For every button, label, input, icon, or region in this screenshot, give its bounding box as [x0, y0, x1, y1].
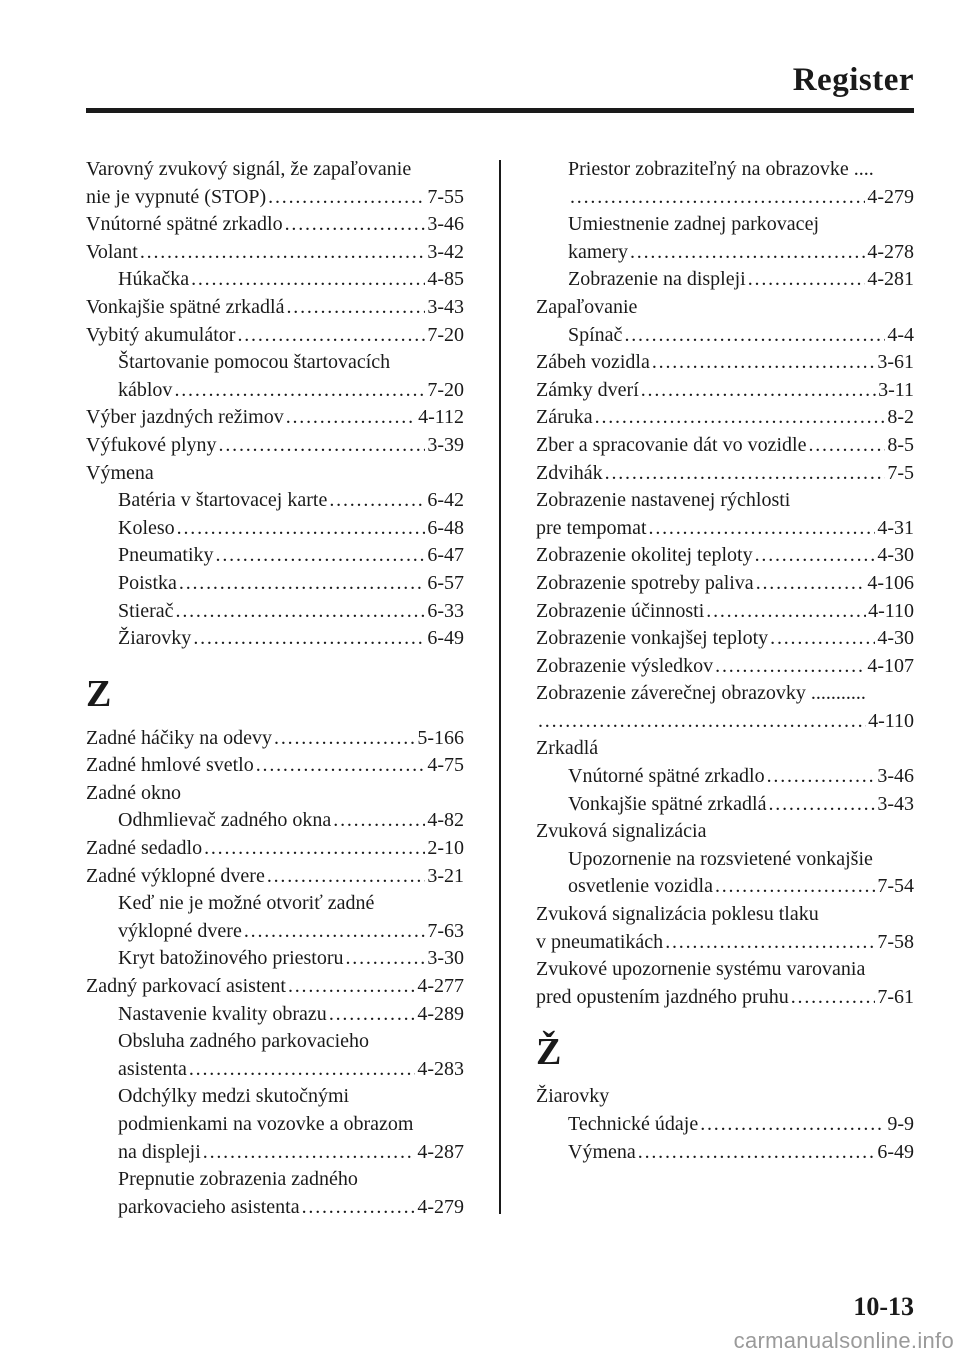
index-entry [536, 818, 914, 846]
dot-leader [216, 542, 426, 570]
dot-leader [715, 873, 875, 901]
dot-leader [244, 918, 425, 946]
dot-leader [179, 570, 425, 598]
index-entry [86, 780, 464, 808]
entry-label: Zobrazenie na displeji [568, 268, 746, 291]
entry-page-ref: 6-49 [427, 627, 464, 650]
dot-leader [605, 460, 886, 488]
header-rule [86, 108, 914, 113]
entry-page-ref: 7-61 [877, 985, 914, 1008]
index-entry [536, 763, 914, 791]
entry-label: pred opustením jazdného pruhu [536, 985, 789, 1008]
index-column-right [536, 156, 914, 1166]
entry-page-ref: 4-82 [427, 809, 464, 832]
dot-leader [329, 1001, 416, 1029]
entry-label: asistenta [118, 1057, 187, 1080]
index-entry [86, 725, 464, 753]
index-entry [536, 156, 914, 184]
dot-leader [189, 1056, 415, 1084]
index-entry [536, 570, 914, 598]
index-entry [86, 515, 464, 543]
dot-leader [286, 404, 416, 432]
index-entry [536, 846, 914, 874]
dot-leader [274, 725, 415, 753]
index-entry [86, 460, 464, 488]
entry-label: Zadné okno [86, 781, 181, 804]
dot-leader [193, 625, 425, 653]
index-entry [86, 918, 464, 946]
index-entry [86, 807, 464, 835]
entry-page-ref: 4-277 [417, 975, 464, 998]
entry-page-ref: 3-39 [427, 433, 464, 456]
index-entry [536, 984, 914, 1012]
entry-label: Zadné výklopné dvere [86, 864, 265, 887]
index-entry [536, 956, 914, 984]
entry-label: Varovný zvukový signál, že zapaľovanie [86, 158, 412, 180]
dot-leader [767, 763, 876, 791]
entry-label: kamery [568, 240, 628, 263]
entry-label: Húkačka [118, 268, 190, 291]
entry-label: výklopné dvere [118, 919, 242, 942]
index-column-left [86, 156, 464, 1221]
entry-label: Zadný parkovací asistent [86, 975, 286, 998]
index-entry [86, 945, 464, 973]
entry-label: Koleso [118, 516, 175, 539]
index-entry [536, 542, 914, 570]
entry-page-ref: 5-166 [417, 726, 464, 749]
entry-label: Poistka [118, 571, 177, 594]
index-entry [536, 294, 914, 322]
index-entry [86, 1001, 464, 1029]
entry-page-ref: 4-287 [417, 1140, 464, 1163]
entry-label: Keď nie je možné otvoriť zadné [118, 892, 375, 915]
entry-page-ref: 9-9 [887, 1113, 914, 1135]
entry-page-ref: 3-46 [877, 765, 914, 788]
entry-page-ref: 4-31 [877, 516, 914, 539]
entry-label: v pneumatikách [536, 930, 664, 953]
entry-label: Vnútorné spätné zrkadlo [86, 213, 283, 236]
entry-label: Zber a spracovanie dát vo vozidle [536, 433, 807, 456]
entry-label: Zobrazenie nastavenej rýchlosti [536, 489, 791, 512]
index-entry [536, 460, 914, 488]
entry-label: Zvuková signalizácia poklesu tlaku [536, 903, 819, 926]
page-number: 10-13 [853, 1292, 914, 1321]
entry-label: Zdvihák [536, 461, 603, 484]
index-entry [86, 156, 464, 184]
entry-label: káblov [118, 378, 173, 401]
entry-page-ref: 4-110 [868, 709, 914, 732]
entry-page-ref: 4-30 [877, 627, 914, 650]
section-letter: Ž [536, 1031, 562, 1074]
dot-leader [286, 294, 425, 322]
entry-label: Stierač [118, 599, 174, 622]
entry-label: Pneumatiky [118, 544, 214, 567]
entry-label: Zrkadlá [536, 737, 599, 760]
dot-leader [174, 377, 425, 405]
index-entry [86, 184, 464, 212]
entry-label: Vonkajšie spätné zrkadlá [86, 295, 285, 318]
index-entry [536, 239, 914, 267]
index-entry [86, 377, 464, 405]
index-entry [86, 239, 464, 267]
dot-leader [268, 184, 425, 212]
dot-leader [302, 1194, 416, 1222]
entry-label: Priestor zobraziteľný na obrazovke .... [568, 158, 874, 180]
entry-label: Žiarovky [536, 1085, 610, 1108]
dot-leader [346, 945, 426, 973]
entry-label: Výfukové plyny [86, 433, 217, 456]
index-entry [86, 211, 464, 239]
dot-leader [755, 542, 876, 570]
entry-page-ref: 8-2 [887, 406, 914, 429]
index-entry [86, 835, 464, 863]
entry-label: Výmena [86, 461, 154, 484]
entry-page-ref: 4-278 [867, 240, 914, 263]
index-entry [86, 890, 464, 918]
dot-leader [700, 1111, 885, 1139]
index-entry [86, 1028, 464, 1056]
dot-leader [288, 973, 415, 1001]
column-divider [499, 160, 501, 1214]
dot-leader [256, 752, 426, 780]
dot-leader [665, 929, 875, 957]
index-entry [536, 735, 914, 763]
entry-label: Výber jazdných režimov [86, 406, 284, 429]
dot-leader [791, 984, 876, 1012]
entry-label: Odchýlky medzi skutočnými [118, 1085, 350, 1108]
dot-leader [140, 239, 425, 267]
dot-leader [638, 1139, 876, 1167]
entry-label: Zadné hmlové svetlo [86, 754, 254, 777]
section-letter: Z [86, 672, 112, 715]
index-entry [86, 542, 464, 570]
entry-page-ref: 4-110 [868, 599, 914, 622]
entry-page-ref: 6-47 [427, 544, 464, 567]
dot-leader [329, 487, 425, 515]
entry-page-ref: 4-279 [867, 185, 914, 208]
entry-label: Prepnutie zobrazenia zadného [118, 1168, 358, 1191]
entry-label: Zobrazenie výsledkov [536, 654, 714, 677]
entry-page-ref: 3-43 [877, 792, 914, 815]
watermark: carmanualsonline.info [733, 1328, 954, 1353]
index-entry [86, 752, 464, 780]
entry-label: parkovacieho asistenta [118, 1195, 300, 1218]
index-entry [536, 377, 914, 405]
dot-leader [285, 211, 426, 239]
entry-page-ref: 4-4 [887, 323, 914, 346]
entry-label: Zapaľovanie [536, 295, 638, 318]
index-entry [86, 1194, 464, 1222]
index-entry [536, 653, 914, 681]
entry-label: Zvuková signalizácia [536, 820, 707, 843]
entry-page-ref: 7-63 [427, 919, 464, 942]
index-entry [86, 1111, 464, 1139]
dot-leader [333, 807, 425, 835]
dot-leader [595, 404, 886, 432]
entry-label: Žiarovky [118, 627, 192, 650]
entry-page-ref: 6-57 [427, 571, 464, 594]
index-entry [86, 1056, 464, 1084]
index-entry [536, 1139, 914, 1167]
index-entry [536, 404, 914, 432]
index-entry [536, 1083, 914, 1111]
index-entry [536, 515, 914, 543]
index-entry [536, 598, 914, 626]
entry-page-ref: 7-55 [427, 185, 464, 208]
dot-leader [649, 515, 876, 543]
entry-label: Umiestnenie zadnej parkovacej [568, 213, 819, 236]
entry-page-ref: 3-42 [427, 240, 464, 263]
dot-leader [624, 322, 885, 350]
entry-label: Zobrazenie spotreby paliva [536, 571, 754, 594]
index-entry [86, 266, 464, 294]
index-entry [536, 432, 914, 460]
index-entry [536, 322, 914, 350]
index-entry [86, 598, 464, 626]
dot-leader [768, 791, 875, 819]
index-entry [536, 680, 914, 708]
index-entry [536, 791, 914, 819]
index-entry [536, 1111, 914, 1139]
entry-page-ref: 7-5 [887, 461, 914, 484]
entry-label: Upozornenie na rozsvietené vonkajšie [568, 847, 873, 870]
entry-page-ref: 4-85 [427, 268, 464, 291]
dot-leader [219, 432, 426, 460]
dot-leader [715, 653, 865, 681]
entry-page-ref: 4-279 [417, 1195, 464, 1218]
index-entry [86, 973, 464, 1001]
entry-label: Zobrazenie záverečnej obrazovky ........... [536, 682, 866, 705]
index-entry [536, 487, 914, 515]
entry-page-ref: 4-106 [867, 571, 914, 594]
entry-label: Odhmlievač zadného okna [118, 809, 332, 832]
dot-leader [237, 322, 425, 350]
entry-label: Vybitý akumulátor [86, 323, 236, 346]
dot-leader [706, 598, 866, 626]
entry-page-ref: 3-21 [427, 864, 464, 887]
index-entry [86, 625, 464, 653]
entry-label: Zvukové upozornenie systému varovania [536, 958, 866, 981]
index-entry [536, 901, 914, 929]
entry-label: Kryt batožinového priestoru [118, 947, 344, 970]
entry-label: Nastavenie kvality obrazu [118, 1002, 327, 1025]
entry-page-ref: 3-43 [427, 295, 464, 318]
entry-label: Výmena [568, 1140, 636, 1163]
dot-leader [808, 432, 885, 460]
index-entry [86, 1083, 464, 1111]
entry-label: Zámky dverí [536, 378, 639, 401]
entry-page-ref: 3-30 [427, 947, 464, 970]
index-entry [536, 708, 914, 736]
entry-page-ref: 4-283 [417, 1057, 464, 1080]
index-entry [536, 349, 914, 377]
entry-page-ref: 4-75 [427, 754, 464, 777]
index-entry [536, 184, 914, 212]
index-entry [536, 625, 914, 653]
index-entry [536, 211, 914, 239]
index-entry [86, 1139, 464, 1167]
index-entry [86, 294, 464, 322]
dot-leader [756, 570, 866, 598]
entry-label: Zobrazenie vonkajšej teploty [536, 627, 769, 650]
entry-label: osvetlenie vozidla [568, 875, 713, 898]
entry-page-ref: 4-107 [867, 654, 914, 677]
entry-label: Spínač [568, 323, 623, 346]
entry-page-ref: 6-42 [427, 489, 464, 512]
entry-label: Zadné háčiky na odevy [86, 726, 273, 749]
entry-page-ref: 6-33 [427, 599, 464, 622]
entry-label: Volant [86, 240, 138, 263]
dot-leader [176, 598, 426, 626]
entry-page-ref: 4-112 [418, 406, 464, 429]
dot-leader [652, 349, 875, 377]
entry-page-ref: 4-289 [417, 1002, 464, 1025]
entry-page-ref: 3-11 [878, 378, 914, 401]
entry-page-ref: 2-10 [427, 837, 464, 860]
dot-leader [204, 835, 425, 863]
index-entry [536, 266, 914, 294]
entry-page-ref: 4-30 [877, 544, 914, 567]
entry-label: Batéria v štartovacej karte [118, 489, 328, 512]
entry-label: Technické údaje [568, 1113, 699, 1135]
entry-label: Vnútorné spätné zrkadlo [568, 765, 765, 788]
dot-leader [191, 266, 425, 294]
entry-page-ref: 3-46 [427, 213, 464, 236]
entry-label: Zobrazenie účinnosti [536, 599, 705, 622]
entry-page-ref: 7-58 [877, 930, 914, 953]
entry-label: pre tempomat [536, 516, 647, 539]
dot-leader [641, 377, 876, 405]
index-entry [86, 349, 464, 377]
entry-label: podmienkami na vozovke a obrazom [118, 1113, 414, 1135]
page-title: Register [792, 62, 914, 98]
index-entry [86, 404, 464, 432]
index-entry [86, 432, 464, 460]
entry-label: Zobrazenie okolitej teploty [536, 544, 753, 567]
entry-page-ref: 4-281 [867, 268, 914, 291]
entry-label: Zábeh vozidla [536, 351, 650, 374]
entry-label: Zadné sedadlo [86, 837, 203, 860]
dot-leader [770, 625, 875, 653]
entry-label: Záruka [536, 406, 593, 429]
index-entry [86, 570, 464, 598]
dot-leader [267, 863, 426, 891]
entry-label: na displeji [118, 1140, 201, 1163]
dot-leader [177, 515, 426, 543]
dot-leader [538, 708, 866, 736]
index-entry [86, 1166, 464, 1194]
entry-label: Štartovanie pomocou štartovacích [118, 351, 391, 374]
index-entry [86, 487, 464, 515]
index-entry [86, 322, 464, 350]
entry-page-ref: 3-61 [877, 351, 914, 374]
entry-page-ref: 8-5 [887, 433, 914, 456]
index-entry [536, 929, 914, 957]
index-entry [86, 863, 464, 891]
entry-page-ref: 7-54 [877, 875, 914, 898]
entry-label: nie je vypnuté (STOP) [86, 185, 267, 208]
entry-label: Vonkajšie spätné zrkadlá [568, 792, 767, 815]
dot-leader [630, 239, 865, 267]
dot-leader [570, 184, 865, 212]
entry-label: Obsluha zadného parkovacieho [118, 1030, 370, 1053]
entry-page-ref: 7-20 [427, 378, 464, 401]
entry-page-ref: 7-20 [427, 323, 464, 346]
index-entry [536, 873, 914, 901]
entry-page-ref: 6-48 [427, 516, 464, 539]
dot-leader [203, 1139, 416, 1167]
dot-leader [748, 266, 866, 294]
entry-page-ref: 6-49 [877, 1140, 914, 1163]
